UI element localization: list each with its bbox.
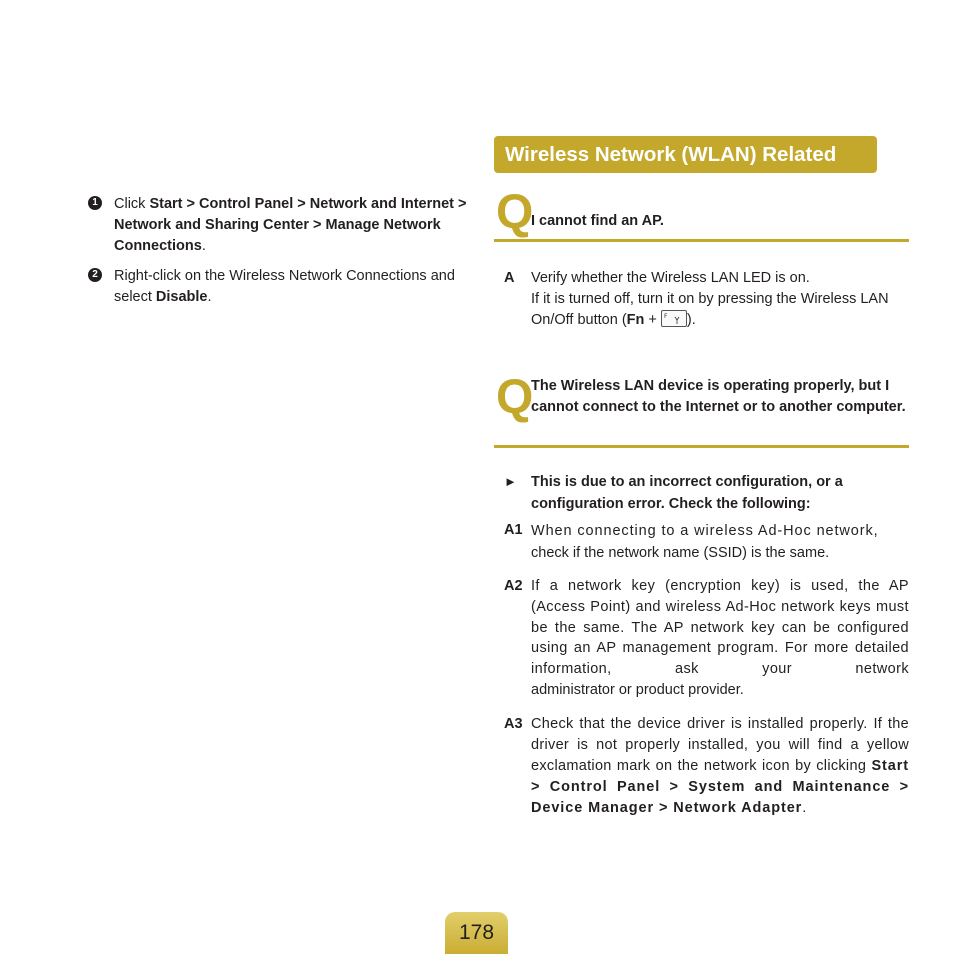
page-number-tab — [445, 912, 508, 954]
step-text: Click — [114, 196, 150, 212]
key-plus: + — [644, 312, 661, 328]
answer-label: A1 — [504, 522, 523, 538]
answer-label: A3 — [504, 716, 523, 732]
section-title: Wireless Network (WLAN) Related — [505, 143, 837, 166]
answer-text: When connecting to a wireless Ad-Hoc network, — [531, 523, 879, 539]
answer-label: A2 — [504, 578, 523, 594]
question-1: I cannot find an AP. — [531, 213, 664, 229]
q-letter: Q — [496, 186, 534, 239]
q-letter: Q — [496, 371, 534, 424]
divider — [494, 239, 909, 242]
intro-text: This is due to an incorrect configuration, or a configuration error. Check the following: — [531, 474, 843, 512]
arrow-icon: ► — [504, 474, 517, 489]
step-1 — [88, 194, 468, 257]
answer-text: If a network key (encryption key) is used, the AP (Access Point) and wireless Ad-Hoc network keys must be the same. The AP network key can be configured using an AP management program. For more detailed information, ask your network — [531, 578, 909, 678]
answer-a1 — [531, 520, 909, 564]
answer-line-text: If it is turned off, turn it on by pressing the Wireless LAN On/Off button ( — [531, 291, 889, 328]
question-2: The Wireless LAN device is operating properly, but I cannot connect to the Internet or to another computer. — [531, 378, 906, 415]
answer-1 — [531, 268, 909, 331]
step-2 — [88, 266, 468, 308]
wireless-key-icon — [661, 310, 687, 327]
answer-tail: administrator or product provider. — [531, 681, 744, 698]
svg-text:F: F — [663, 313, 668, 320]
step-text-end: . — [207, 289, 212, 305]
answer-label: A — [504, 270, 515, 286]
answer-end: . — [802, 800, 807, 816]
page-number: 178 — [458, 921, 495, 944]
answer-a3 — [531, 714, 909, 819]
answer-line — [531, 289, 909, 331]
step-text-end: . — [201, 238, 206, 254]
answer-text: Check that the device driver is installed properly. If the driver is not properly installed, you will find a yellow exclamation mark on the network icon by clicking — [531, 716, 909, 774]
step-marker: 2 — [88, 268, 102, 282]
step-marker: 1 — [88, 196, 102, 210]
answer-path: Start > Control Panel > System and Maintenance > Device Manager > Network Adapter — [531, 758, 909, 816]
answer-line: Verify whether the Wireless LAN LED is on. — [531, 270, 810, 286]
section-header — [494, 136, 877, 173]
answer-line-end: ). — [686, 312, 696, 328]
answer-tail: check if the network name (SSID) is the same. — [531, 545, 830, 561]
answer-a2 — [531, 576, 909, 701]
divider — [494, 445, 909, 448]
fn-key: Fn — [626, 312, 645, 328]
step-text: Right-click on the Wireless Network Connections and select — [114, 268, 455, 305]
step-option: Disable — [155, 289, 208, 305]
step-path: Start > Control Panel > Network and Internet > Network and Sharing Center > Manage Network Connections — [114, 196, 467, 254]
